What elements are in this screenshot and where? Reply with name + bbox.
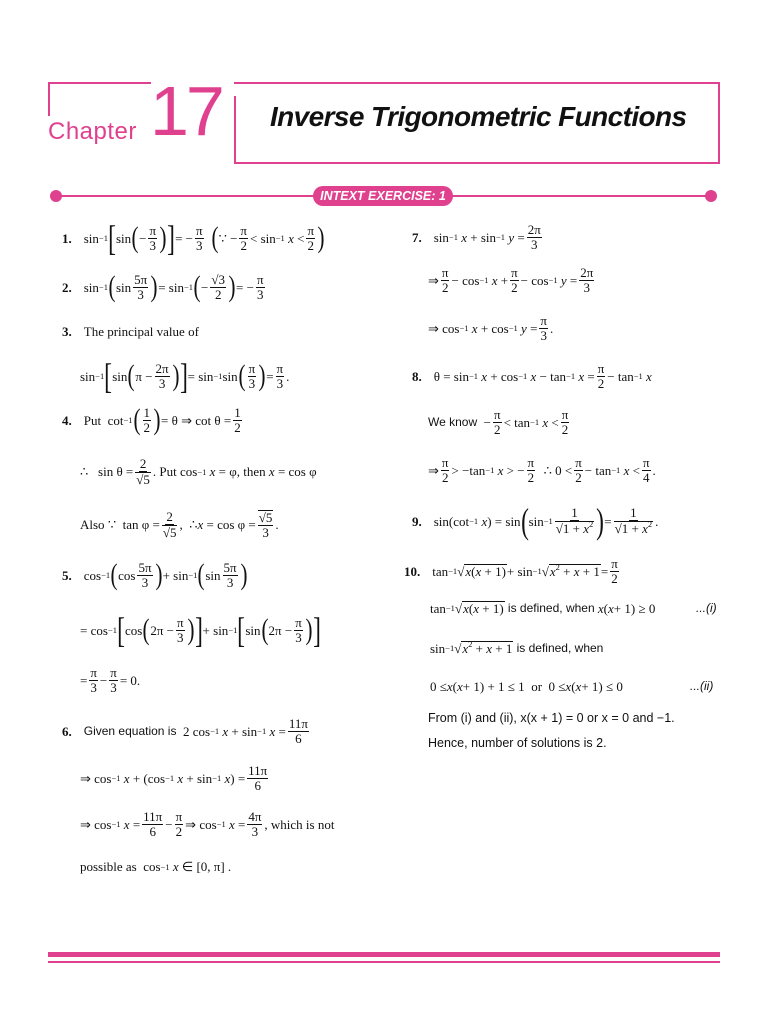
header-rule-left-top — [48, 82, 151, 84]
solution-10-line-2: tan −1 √ x(x + 1) is defined, when x ( x + 1) ≥ 0 — [430, 600, 656, 616]
header-rule-right-top — [234, 82, 720, 84]
solution-8: 8. θ = sin −1 x + cos −1 x − tan −1 x = π 2 − tan −1 x — [412, 361, 652, 391]
exercise-badge: INTEXT EXERCISE: 1 — [313, 186, 453, 206]
solution-6-line-3: ⇒ cos −1 x = 11π 6 − π 2 ⇒ cos −1 x = 4π 3 , which is not — [80, 809, 335, 839]
put-text: Put — [83, 412, 102, 428]
solution-number: 9. — [412, 513, 422, 529]
header-rule-bottom — [234, 162, 720, 164]
which-not-text: , which is not — [264, 816, 335, 832]
exercise-rule-dot-left — [50, 190, 62, 202]
solution-8-line-3: ⇒ π 2 > −tan −1 x > − π 2 ∴ 0 < π 2 − tan −1 x < π 4 . — [428, 455, 656, 485]
solution-number: 6. — [62, 723, 72, 739]
principal-text: The principal value of — [83, 324, 199, 339]
from-line: From (i) and (ii), x(x + 1) = 0 or x = 0 and −1. — [428, 711, 675, 725]
possible-as-text: possible as — [80, 859, 137, 874]
also-text: Also — [80, 517, 105, 533]
label-i — [696, 602, 717, 614]
solution-6-line-2: ⇒ cos −1 x + (cos −1 x + sin −1 x ) = 11π 6 — [80, 763, 268, 793]
solution-4: 4. Put cot −1 ( 1 2 ) = θ ⇒ cot θ = 1 2 — [62, 403, 241, 436]
solution-5: 5. cos −1 ( cos 5π 3 ) + sin −1 ( sin 5π 3 ) — [62, 558, 248, 591]
exercise-rule-dot-right — [705, 190, 717, 202]
footer-rule-thick — [48, 952, 720, 957]
solution-7: 7. sin −1 x + sin −1 y = 2π 3 — [412, 222, 541, 252]
or-text: or — [531, 679, 543, 694]
solution-5-line-3: = π 3 − π 3 = 0. — [80, 665, 141, 695]
label-i-text: ...(i) — [696, 601, 717, 615]
solution-2: 2. sin −1 ( sin 5π 3 ) = sin −1 ( − √3 2 ) = − π 3 — [62, 270, 264, 303]
given-text: Given equation is — [83, 724, 177, 739]
solution-5-line-2: = cos −1 [ cos ( 2π − π 3 ) ] + sin −1 [ sin ( 2π − π 3 ) ] — [80, 610, 321, 650]
solution-6-line-4: possible as cos −1 x ∈ [0, π] . — [80, 859, 232, 874]
solution-10: 10. tan −1 √ x(x + 1) + sin −1 √ $x^2 + x + 1$ = π 2 — [404, 556, 618, 586]
solution-number: 8. — [412, 368, 422, 384]
footer-rule-thin — [48, 961, 720, 963]
defined-text-2: is defined, when — [516, 641, 604, 655]
solution-1: 1. sin −1 [ sin ( − π 3 ) ] = − π 3 ( ∵ − π 2 < sin −1 x < π 2 ) — [62, 218, 325, 258]
then-text: , then — [236, 464, 266, 480]
solution-9: 9. sin(cot −1 x ) = sin ( sin −1 1 $√1 + x^2$ ) = 1 $√1 + x^2$ . — [412, 501, 659, 541]
defined-text-1: is defined, when — [507, 601, 595, 615]
put-cos-text: . Put — [152, 464, 177, 480]
solution-number: 3. — [62, 324, 72, 339]
we-know-text: We know — [428, 415, 478, 430]
solution-number: 7. — [412, 229, 422, 245]
solution-7-line-2: ⇒ π 2 − cos −1 x + π 2 − cos −1 y = 2π 3 — [428, 265, 594, 295]
label-ii-text: ...(ii) — [690, 679, 714, 693]
solution-6: 6. Given equation is 2 cos −1 x + sin −1 x = 11π 6 — [62, 716, 308, 746]
chapter-label: Chapter — [48, 118, 137, 145]
solution-number: 2. — [62, 279, 72, 295]
header-rule-divider — [234, 96, 236, 164]
solution-10-line-3: sin −1 √ $x^2 + x + 1$ is defined, when — [430, 639, 604, 656]
chapter-title: Inverse Trigonometric Functions — [270, 101, 687, 132]
chapter-number: 17 — [150, 72, 222, 150]
solution-4-line-3: Also ∵ tan φ = 2 √5 , ∴ x = cos φ = √5 3 . — [80, 509, 279, 540]
solution-number: 10. — [404, 563, 421, 579]
label-ii — [690, 680, 713, 692]
solution-number: 5. — [62, 567, 72, 583]
header-rule-right-vertical — [718, 82, 720, 164]
solution-3-intro — [62, 325, 199, 338]
solution-7-line-3: ⇒ cos −1 x + cos −1 y = π 3 . — [428, 313, 554, 343]
solution-number: 1. — [62, 230, 72, 246]
solution-number: 4. — [62, 412, 72, 428]
header-rule-left-vertical — [48, 82, 50, 116]
hence-line: Hence, number of solutions is 2. — [428, 736, 607, 750]
solution-4-line-2: ∴ sin θ = 2 √5 . Put cos −1 x = φ , then x = cos φ — [80, 456, 317, 487]
solution-3-math: sin −1 [ sin ( π − 2π 3 ) ] = sin −1 sin ( π 3 ) = π 3 . — [80, 356, 290, 396]
solution-8-line-2: We know − π 2 < tan −1 x < π 2 — [428, 407, 569, 437]
solution-10-line-4: 0 ≤ x ( x + 1) + 1 ≤ 1 or 0 ≤ x ( x + 1) ≤ 0 — [430, 679, 623, 694]
